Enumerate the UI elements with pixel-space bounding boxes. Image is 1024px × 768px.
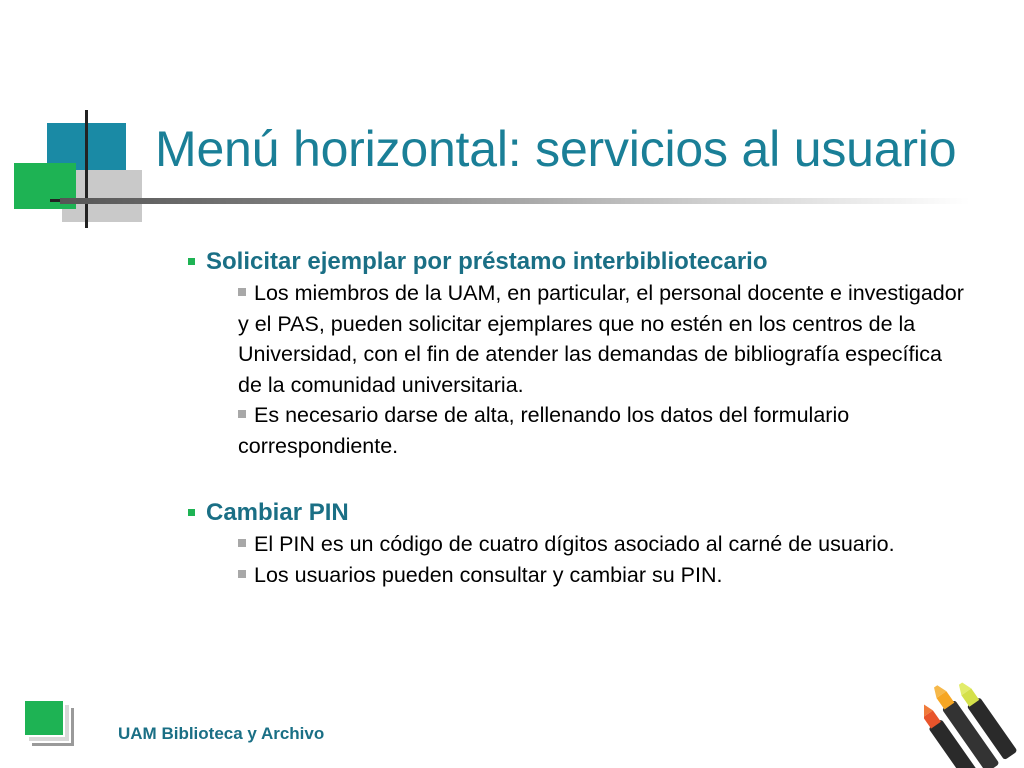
list-item-text: El PIN es un código de cuatro dígitos asociado al carné de usuario. [254,532,895,556]
list-item-text: Es necesario darse de alta, rellenando los datos del formulario correspondiente. [238,403,850,458]
title-divider [60,198,970,204]
list-item [238,278,966,400]
slide-body [186,246,966,590]
section-heading [186,497,966,529]
slide-logo-icon [0,0,160,240]
gray-bullet-icon [238,570,246,578]
gray-bullet-icon [238,539,246,547]
footer-logo-icon [22,698,78,750]
list-item [238,529,966,560]
list-item-text: Los miembros de la UAM, en particular, el personal docente e investigador y el PAS, pueden solicitar ejemplares que no estén en los centros de la Universidad, con el fin de atender las demandas de bibliografía específica de la comunidad universitaria. [238,281,964,397]
gray-bullet-icon [238,288,246,296]
section-heading-text: Cambiar PIN [206,499,349,526]
footer-text: UAM Biblioteca y Archivo [118,724,325,743]
list-item [238,400,966,461]
highlighter-markers-icon [924,668,1024,768]
list-item [238,560,966,591]
green-bullet-icon [188,258,195,265]
slide-title: Menú horizontal: servicios al usuario [155,121,957,177]
green-bullet-icon [188,509,195,516]
section-heading-text: Solicitar ejemplar por préstamo interbibliotecario [206,248,768,275]
gray-bullet-icon [238,410,246,418]
list-item-text: Los usuarios pueden consultar y cambiar su PIN. [254,562,723,587]
section-heading [186,246,966,278]
